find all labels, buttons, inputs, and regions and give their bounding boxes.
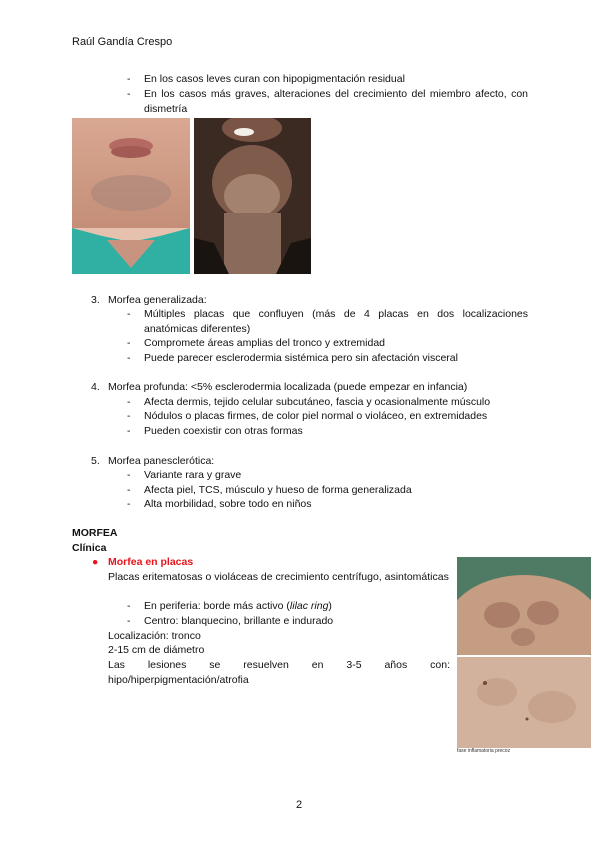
bullet-dash: - bbox=[127, 615, 131, 627]
bullet-title: Morfea en placas bbox=[108, 556, 194, 568]
sub-bullet-periphery: En periferia: borde más activo (lilac ring) bbox=[144, 600, 332, 612]
list-3-item-2: Compromete áreas amplias del tronco y extremidad bbox=[144, 337, 386, 349]
list-num-4: 4. bbox=[91, 381, 100, 393]
bullet-dash: - bbox=[127, 410, 131, 422]
bullet-dash: - bbox=[127, 352, 131, 364]
chin-photo bbox=[72, 118, 190, 274]
list-5-item-1: Variante rara y grave bbox=[144, 469, 242, 481]
list-3-item-1: Múltiples placas que confluyen (más de 4 placas en dos localizaciones anatómicas diferentes) bbox=[144, 308, 528, 335]
back-photo-lower bbox=[457, 657, 591, 748]
bullet-dash: - bbox=[127, 469, 131, 481]
list-title-5: Morfea panesclerótica: bbox=[108, 455, 215, 467]
back-photo-upper bbox=[457, 557, 591, 655]
bullet-dash: - bbox=[127, 484, 131, 496]
sub-bullet-center: Centro: blanquecino, brillante e indurado bbox=[144, 615, 334, 627]
list-4-item-2: Nódulos o placas firmes, de color piel normal o violáceo, en extremidades bbox=[144, 410, 488, 422]
page-number: 2 bbox=[296, 799, 303, 811]
resolve-text: Las lesiones se resuelven en 3-5 años con: hipo/hiperpigmentación/atrofia bbox=[108, 659, 450, 686]
bullet-dash: - bbox=[127, 425, 131, 437]
list-5-item-3: Alta morbilidad, sobre todo en niños bbox=[144, 498, 312, 510]
red-bullet-icon: ● bbox=[92, 556, 99, 568]
intro-bullet-1: En los casos leves curan con hipopigmentación residual bbox=[144, 73, 405, 85]
list-title-3: Morfea generalizada: bbox=[108, 294, 207, 306]
bullet-dash: - bbox=[127, 88, 131, 100]
photo-caption: fase inflamatoria precoz bbox=[457, 748, 511, 754]
location-text: Localización: tronco bbox=[108, 630, 201, 642]
list-title-4: Morfea profunda: <5% esclerodermia localizada (puede empezar en infancia) bbox=[108, 381, 468, 393]
list-5-item-2: Afecta piel, TCS, músculo y hueso de forma generalizada bbox=[144, 484, 412, 496]
page-header-author: Raúl Gandía Crespo bbox=[72, 36, 173, 48]
section-subtitle: Clínica bbox=[72, 542, 107, 554]
section-desc: Placas eritematosas o violáceas de crecimiento centrífugo, asintomáticas bbox=[108, 571, 449, 583]
section-title: MORFEA bbox=[72, 527, 118, 539]
neck-photo bbox=[194, 118, 311, 274]
bullet-dash: - bbox=[127, 308, 131, 320]
intro-bullet-2: En los casos más graves, alteraciones del crecimiento del miembro afecto, con dismetría bbox=[144, 88, 528, 115]
list-num-3: 3. bbox=[91, 294, 100, 306]
bullet-dash: - bbox=[127, 73, 131, 85]
list-4-item-3: Pueden coexistir con otras formas bbox=[144, 425, 303, 437]
bullet-dash: - bbox=[127, 498, 131, 510]
list-4-item-1: Afecta dermis, tejido celular subcutáneo, fascia y ocasionalmente músculo bbox=[144, 396, 491, 408]
size-text: 2-15 cm de diámetro bbox=[108, 644, 205, 656]
bullet-dash: - bbox=[127, 396, 131, 408]
bullet-dash: - bbox=[127, 600, 131, 612]
bullet-dash: - bbox=[127, 337, 131, 349]
list-num-5: 5. bbox=[91, 455, 100, 467]
list-3-item-3: Puede parecer esclerodermia sistémica pero sin afectación visceral bbox=[144, 352, 458, 364]
